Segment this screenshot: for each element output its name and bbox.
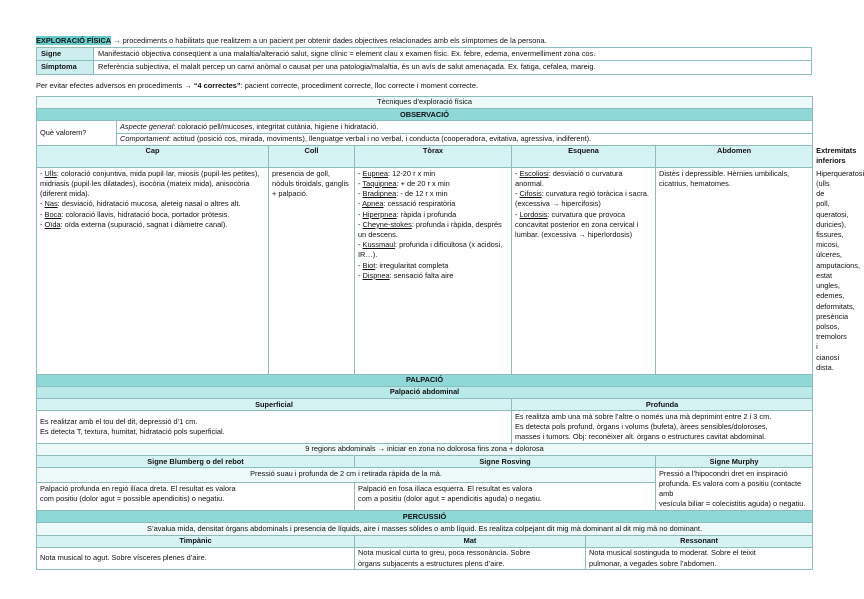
text-line: Es detecta T, textura, humitat, hidratació pols superficial. — [40, 427, 225, 437]
observacio-title: OBSERVACIÓ — [37, 109, 813, 121]
text-line: profunda. Es valora com a positiu (contacte amb — [659, 479, 802, 499]
palpacio-subtitle: Palpació abdominal — [37, 386, 813, 398]
definition-label: Símptoma — [37, 61, 94, 74]
definition-label: Signe — [37, 48, 94, 61]
mat-header: Mat — [355, 535, 586, 547]
term-underlined: Apnea — [362, 199, 384, 209]
document — [36, 36, 864, 570]
timpanic-header: Timpànic — [37, 535, 355, 547]
text-line: com a positiu (dolor agut = apendicitis aguda) o negatiu. — [358, 494, 542, 504]
intro-bold: “4 correctes” — [193, 80, 241, 90]
esquena-item — [515, 210, 652, 241]
term-underlined: Cifosis — [519, 189, 542, 199]
term-underlined: Boca — [44, 209, 62, 219]
murphy-cell — [656, 468, 813, 511]
term-underlined: Eupnea — [362, 168, 388, 178]
signe-rosving-header: Signe Rosving — [355, 456, 656, 468]
text-line: Pressió a l’hipocondri dret en inspiració — [659, 468, 788, 478]
comportament — [117, 133, 813, 145]
torax-item — [358, 179, 508, 189]
column-header-torax: Tòrax — [355, 145, 512, 167]
percussio-header-row — [37, 535, 813, 547]
text-fragment: : oïda externa (supuració, sagnat i diàmetre canal). — [60, 219, 228, 229]
aspecte-row — [37, 121, 813, 133]
palpacio-header-row — [37, 399, 813, 411]
text-fragment: - — [358, 260, 363, 270]
cap-cell — [37, 168, 269, 374]
torax-item — [358, 261, 508, 271]
rosving-cell — [355, 483, 656, 511]
cap-item — [40, 199, 265, 209]
comportament-row — [37, 133, 813, 145]
aspecte-text: : coloració pell/mucoses, integritat cutània, higiene i hidratació. — [173, 121, 379, 131]
text-fragment: : coloració llavis, hidratació boca, portador pròtesis. — [61, 209, 230, 219]
text-fragment: : curvatura que provoca concavitat posterior en zona cervical i lumbar. (excessiva → hiperlordosis) — [515, 209, 639, 239]
text-fragment: : - de 12 r x min — [396, 189, 448, 199]
term-underlined: Escoliosi — [519, 168, 549, 178]
percussio-content-row — [37, 547, 813, 569]
column-header-cap: Cap — [37, 145, 269, 167]
observacio-header-row: Cap Coll Tòrax Esquena Abdomen Extremitats inferiors — [37, 145, 813, 167]
text-fragment: : irregularitat completa — [375, 260, 449, 270]
what-we-assess-label: Què valorem? — [37, 121, 117, 145]
text-fragment: : cessació respiratòria — [383, 199, 456, 209]
techniques-table — [36, 96, 864, 570]
signe-murphy-header: Signe Murphy — [656, 456, 813, 468]
text-fragment: - — [515, 209, 520, 219]
text-fragment: - — [358, 219, 363, 229]
text-line: vesícula biliar = colecistitis aguda) o negatiu. — [659, 499, 806, 509]
definition-text: Referència subjectiva, el malalt percep un canvi anòmal o causat per una patologia/malaltia, és un avís de salut amenaçada. Ex. fatiga, cefalea, mareig. — [94, 61, 812, 74]
term-underlined: Kussmaul — [362, 240, 395, 250]
text-line: Nota musical sostinguda to moderat. Sobre el teixit — [589, 548, 756, 558]
percussio-description: S’avalua mida, densitat òrgans abdominals i presencia de líquids, aire i masses sòlides o amb líquid. Es realitza colpejant dit mig mà dominant al dit mig mà no dominant. — [37, 523, 813, 535]
timpanic-cell: Nota musical to agut. Sobre vísceres plenes d’aire. — [37, 547, 355, 569]
superficial-header: Superficial — [37, 399, 512, 411]
text-fragment: - — [40, 199, 45, 209]
profunda-cell — [512, 411, 813, 444]
text-line: Palpació en fosa ilíaca esquerra. El resultat es valora — [358, 483, 533, 493]
signes-header-row — [37, 456, 813, 468]
text-fragment: - — [358, 199, 363, 209]
aspecte-general — [117, 121, 813, 133]
esquena-item — [515, 189, 652, 209]
esquena-cell — [512, 168, 656, 374]
column-header-coll: Coll — [269, 145, 355, 167]
torax-cell — [355, 168, 512, 374]
profunda-header: Profunda — [512, 399, 813, 411]
definitions-table — [36, 47, 812, 74]
term-underlined: Ulls — [44, 168, 57, 178]
text-fragment: : + de 20 r x min — [396, 178, 450, 188]
term-underlined: Bradipnea — [362, 189, 397, 199]
term-underlined: Hiperpnea — [362, 209, 397, 219]
text-line: Nota musical curta to greu, poca ressonància. Sobre — [358, 548, 531, 558]
header-definition: → procediments o habilitats que realitzem a un pacient per obtenir dades objectives relacionades amb els símptomes de la persona. — [113, 36, 547, 45]
aspecte-label: Aspecte general — [120, 121, 174, 131]
signes-pressio-row — [37, 468, 813, 483]
text-line: pulmonar, a vegades sobre l’abdomen. — [589, 558, 717, 568]
definition-row — [37, 61, 812, 74]
blumberg-cell — [37, 483, 355, 511]
text-fragment: : profunda i ràpida, després un descens. — [358, 219, 502, 239]
text-fragment: : curvatura regió toràcica i sacra. (excessiva → hipercifosis) — [515, 189, 649, 209]
torax-item — [358, 220, 508, 240]
text-fragment: - — [358, 270, 363, 280]
intro-line — [36, 81, 812, 91]
pressio-note: Pressió suau i profunda de 2 cm i retirada ràpida de la mà. — [37, 468, 656, 483]
text-line: Palpació profunda en regió ilíaca dreta. El resultat es valora — [40, 483, 236, 493]
torax-item — [358, 240, 508, 260]
intro-suffix: : pacient correcte, procediment correcte, lloc correcte i moment correcte. — [240, 80, 479, 90]
text-fragment: - — [358, 240, 363, 250]
text-fragment: : desviació o curvatura anormal. — [515, 168, 623, 188]
text-line: Es realitzar amb el tou del dit, depressió d’1 cm. — [40, 416, 198, 426]
term-underlined: Lordosis — [519, 209, 548, 219]
definition-row — [37, 48, 812, 61]
mat-cell — [355, 547, 586, 569]
text-fragment: : 12-20 r x min — [388, 168, 436, 178]
text-fragment: - — [358, 189, 363, 199]
table-title: Tècniques d’exploració física — [37, 96, 813, 108]
torax-item — [358, 169, 508, 179]
text-fragment: - — [358, 178, 363, 188]
text-fragment: : ràpida i profunda — [396, 209, 457, 219]
text-line: Es detecta pols profund, òrgans i volums (bufeta), àrees sensibles/doloroses, — [515, 421, 768, 431]
torax-item — [358, 210, 508, 220]
ressonant-cell — [586, 547, 813, 569]
text-fragment: - — [358, 168, 363, 178]
term-underlined: Taquipnea — [362, 178, 397, 188]
abdomen-cell: Distès i depressible. Hèrnies umbilicals, cicatrius, hematomes. — [656, 168, 813, 374]
intro-prefix: Per evitar efectes adversos en procediments → — [36, 80, 194, 90]
comportament-label: Comportament — [120, 134, 169, 144]
percussio-title: PERCUSSIÓ — [37, 511, 813, 523]
text-line: com positiu (dolor agut = possible apendicitis) o negatiu. — [40, 494, 225, 504]
text-fragment: - — [40, 209, 45, 219]
palpacio-title: PALPACIÓ — [37, 374, 813, 386]
palpacio-content-row — [37, 411, 813, 444]
term-underlined: Biot — [362, 260, 376, 270]
column-header-esquena: Esquena — [512, 145, 656, 167]
text-line: òrgans subjacents a estructures plens d’aire. — [358, 558, 505, 568]
coll-cell: presencia de goll, nòduls tiroidals, ganglis + palpació. — [269, 168, 355, 374]
term-underlined: Nas — [44, 199, 58, 209]
text-fragment: : profunda i dificultosa (x acidosi, IR…). — [358, 240, 503, 260]
superficial-cell — [37, 411, 512, 444]
term-underlined: Cheyne-stokes — [362, 219, 412, 229]
cap-item — [40, 220, 265, 230]
column-header-abdomen: Abdomen — [656, 145, 813, 167]
observacio-content-row: - Ulls: coloració conjuntiva, mida pupil·lar, miosis (pupil·les petites), midriasis (pupil·les dilatades), isocòria (mateix mida), anisocòria (diferent mida). - Nas: desviació, hidratació mucosa, aleteig nasal o altres alt. - Boca: coloració llavis, hidratació boca, portador pròtesis. - Oïda: oïda externa (supuració, sagnat i diàmetre canal). presencia de goll, nòduls tiroidals, ganglis + palpació. - Eupnea: 12-20 r x min - Taquipnea: + de 20 r x min - Bradipnea: - de 12 r x min - Apnea: cessació respiratòria - Hiperpnea: ràpida i profunda - Cheyne-stokes: profunda i ràpida, després un descens. - Kussmaul: profunda i dificultosa (x acidosi, IR…). - Biot: irregularitat completa - Dispnea: sensació falta aire - Escoliosi: desviació o curvatura anormal. - Cifosis: curvatura regió toràcica i sacra. (excessiva → hipercifosis) - Lordosis: curvatura que provoca concavitat posterior en zona cervical i lumbar. (excessiva → hiperlordosis) Distès i depressible. Hèrnies umbilicals, cicatrius, hematomes. Hiperqueratosi (ulls de poll, queratosi, duricies), fissures, micosi, úlceres, amputacions, estat ungles, edemes, deformitats, presència polsos, tremolors i cianosi dista. — [37, 168, 813, 374]
term-underlined: Oïda — [44, 219, 61, 229]
cap-item — [40, 169, 265, 200]
text-fragment: - — [40, 219, 45, 229]
ressonant-header: Ressonant — [586, 535, 813, 547]
header-term: EXPLORACIÓ FÍSICA — [36, 36, 112, 45]
esquena-item — [515, 169, 652, 189]
text-line: masses i tumors. Obj: reconèixer alt. òrgans o estructures cavitat abdominal. — [515, 432, 766, 442]
torax-item — [358, 189, 508, 199]
text-fragment: : coloració conjuntiva, mida pupil·lar, miosis (pupil·les petites), midriasis (pupil·les dilatades), isocòria (mateix mida), anisocòria (diferent mida). — [40, 168, 260, 199]
definition-text: Manifestació objectiva conseqüent a una malaltia/alteració salut, signe clínic = element clau x examen físic. Ex. febre, edema, envermelliment zona cos. — [94, 48, 812, 61]
term-underlined: Dispnea — [362, 270, 390, 280]
text-fragment: - — [515, 168, 520, 178]
text-fragment: - — [358, 209, 363, 219]
cap-item — [40, 210, 265, 220]
text-fragment: - — [40, 168, 45, 178]
text-fragment: - — [515, 189, 520, 199]
torax-item — [358, 199, 508, 209]
header-line — [36, 36, 812, 46]
text-fragment: : desviació, hidratació mucosa, aleteig nasal o altres alt. — [57, 199, 241, 209]
torax-item — [358, 271, 508, 281]
text-fragment: : sensació falta aire — [389, 270, 454, 280]
text-line: Es realitza amb una mà sobre l’altre o només una mà deprimint entre 2 i 3 cm. — [515, 411, 772, 421]
comportament-text: : actitud (posició cos, mirada, moviments), llenguatge verbal i no verbal, i conducta (cooperadora, evitativa, agressiva, indiferent). — [168, 134, 592, 144]
regions-note: 9 regions abdominals → iniciar en zona no dolorosa fins zona + dolorosa — [37, 443, 813, 455]
signe-blumberg-header: Signe Blumberg o del rebot — [37, 456, 355, 468]
